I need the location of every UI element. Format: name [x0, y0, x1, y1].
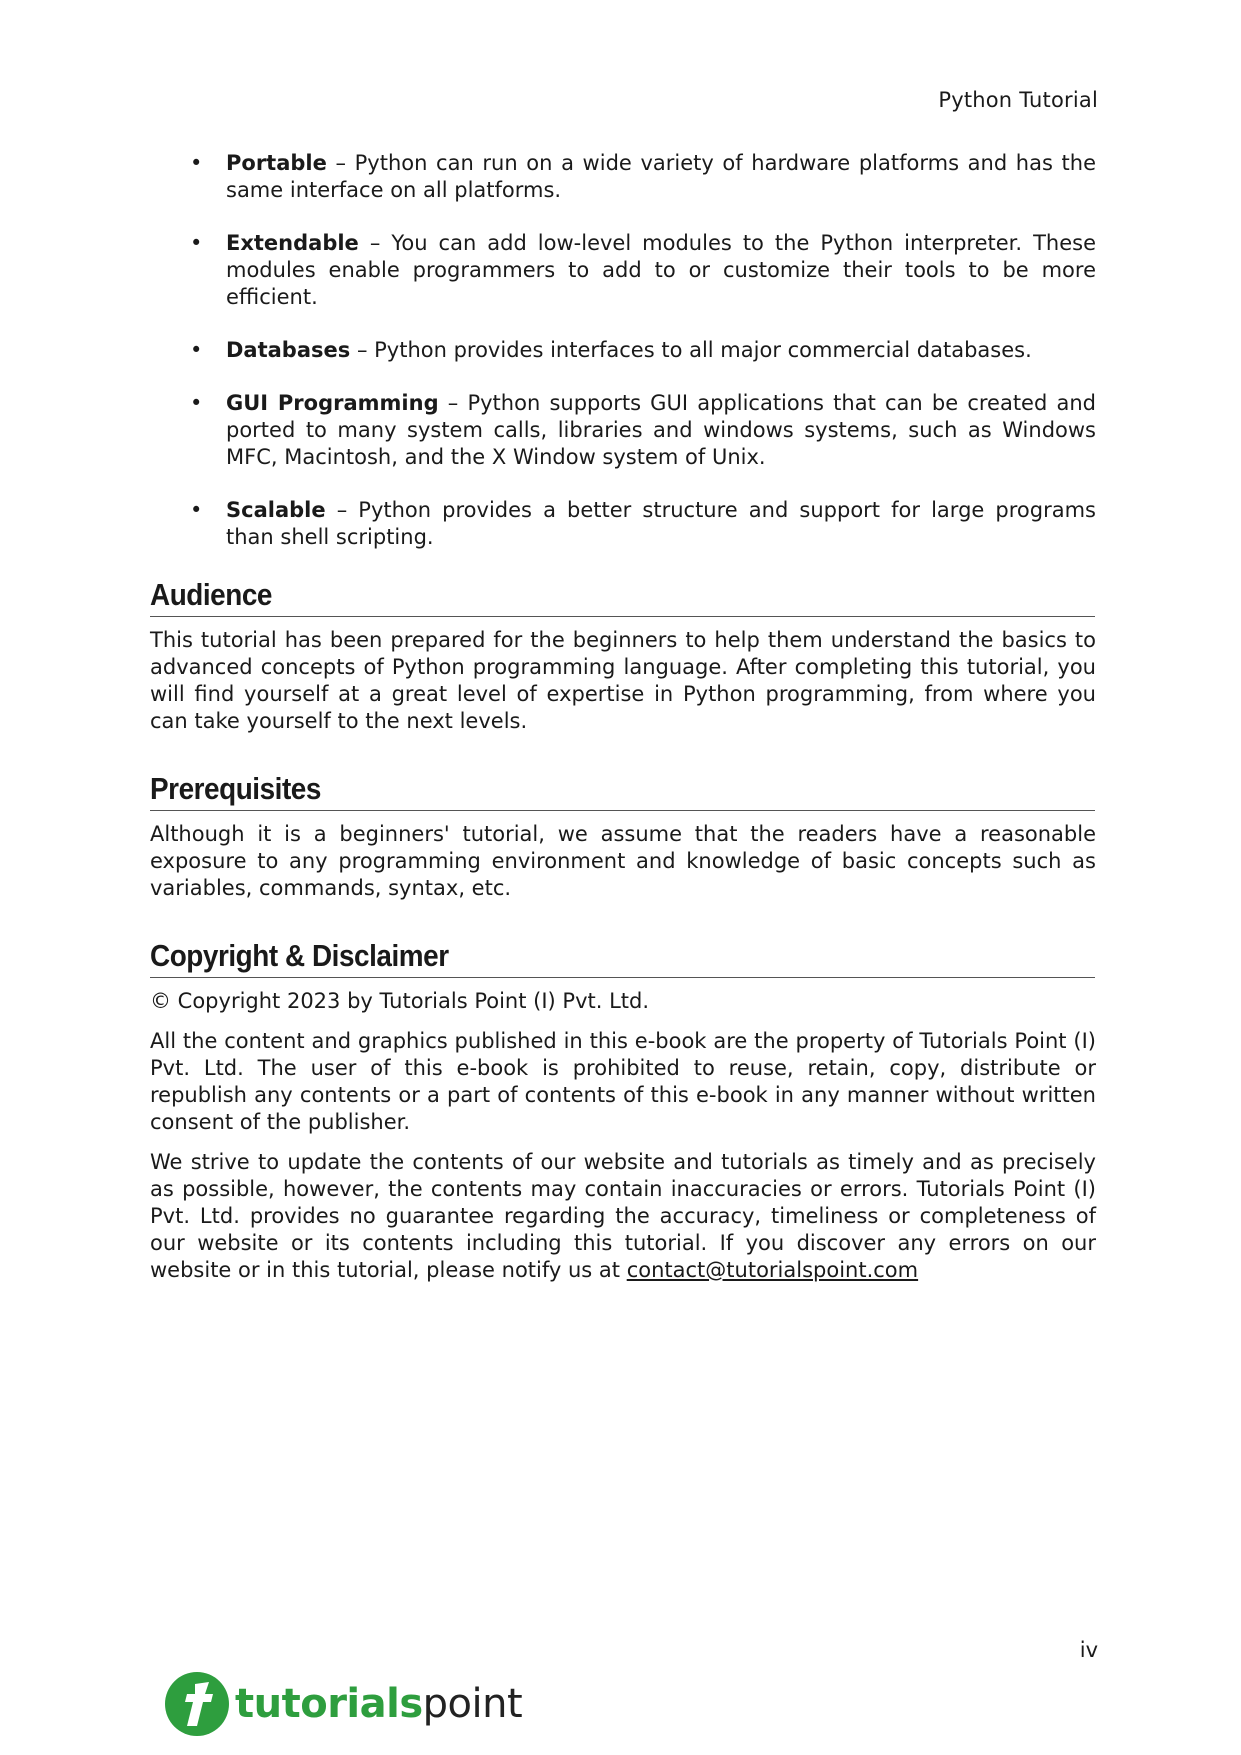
list-item: [150, 337, 1096, 364]
audience-section: [150, 577, 1096, 735]
bullet-icon: •: [190, 151, 203, 175]
tutorialspoint-logo: [165, 1672, 522, 1736]
feature-text: – Python supports GUI applications that can be created and ported to many system calls, libraries and windows systems, such as Windows MFC, Macintosh, and the X Window system of Unix.: [226, 391, 1097, 469]
content: [150, 150, 1096, 1284]
prerequisites-section: [150, 771, 1096, 902]
prerequisites-text: Although it is a beginners' tutorial, we assume that the readers have a reasonable exposure to any programming environment and knowledge of basic concepts such as variables, commands, syntax, etc.: [150, 822, 1096, 900]
prerequisites-heading: Prerequisites: [150, 771, 1095, 811]
feature-term: Portable: [226, 151, 327, 175]
list-item: [150, 497, 1096, 551]
logo-text-part1: tutorials: [235, 1681, 423, 1727]
copyright-heading: Copyright & Disclaimer: [150, 938, 1095, 978]
audience-heading: Audience: [150, 577, 1095, 617]
bullet-icon: •: [190, 391, 203, 415]
feature-term: Extendable: [226, 231, 359, 255]
copyright-section: [150, 938, 1096, 1284]
bullet-icon: •: [190, 498, 203, 522]
page-number: iv: [1079, 1638, 1098, 1662]
feature-text: – Python provides a better structure and support for large programs than shell scripting.: [226, 498, 1096, 549]
copyright-para-2: [150, 1149, 1096, 1284]
audience-text: This tutorial has been prepared for the beginners to help them understand the basics to advanced concepts of Python programming language. After completing this tutorial, you will find yourself at a great level of expertise in Python programming, from where you can take yourself to the next levels.: [150, 628, 1096, 733]
list-item: [150, 390, 1096, 471]
copyright-para-1: All the content and graphics published in this e-book are the property of Tutorials Point (I) Pvt. Ltd. The user of this e-book is prohibited to reuse, retain, copy, distribute or republish any contents or a part of contents of this e-book in any manner without written consent of the publisher.: [150, 1029, 1096, 1134]
feature-text: – You can add low-level modules to the Python interpreter. These modules enable programmers to add to or customize their tools to be more efficient.: [226, 231, 1096, 309]
feature-term: Databases: [226, 338, 351, 362]
feature-term: Scalable: [226, 498, 326, 522]
copyright-para-2-text: We strive to update the contents of our website and tutorials as timely and as precisely as possible, however, the contents may contain inaccuracies or errors. Tutorials Point (I) Pvt. Ltd. provides no guarantee regarding the accuracy, timeliness or completeness of our website or its contents including this tutorial. If you discover any errors on our website or in this tutorial, please notify us at: [150, 1150, 1096, 1282]
feature-list: [150, 150, 1096, 551]
copyright-notice: © Copyright 2023 by Tutorials Point (I) Pvt. Ltd.: [150, 989, 650, 1013]
logo-wordmark: [235, 1681, 522, 1727]
bullet-icon: •: [190, 231, 203, 255]
list-item: [150, 150, 1096, 204]
list-item: [150, 230, 1096, 311]
feature-term: GUI Programming: [226, 391, 439, 415]
running-header: Python Tutorial: [938, 88, 1098, 112]
logo-mark-icon: [165, 1672, 229, 1736]
bullet-icon: •: [190, 338, 203, 362]
feature-text: – Python can run on a wide variety of hardware platforms and has the same interface on all platforms.: [226, 151, 1096, 202]
logo-text-part2: point: [422, 1681, 523, 1727]
feature-text: – Python provides interfaces to all major commercial databases.: [350, 338, 1032, 362]
contact-email-link[interactable]: contact@tutorialspoint.com: [626, 1258, 919, 1282]
